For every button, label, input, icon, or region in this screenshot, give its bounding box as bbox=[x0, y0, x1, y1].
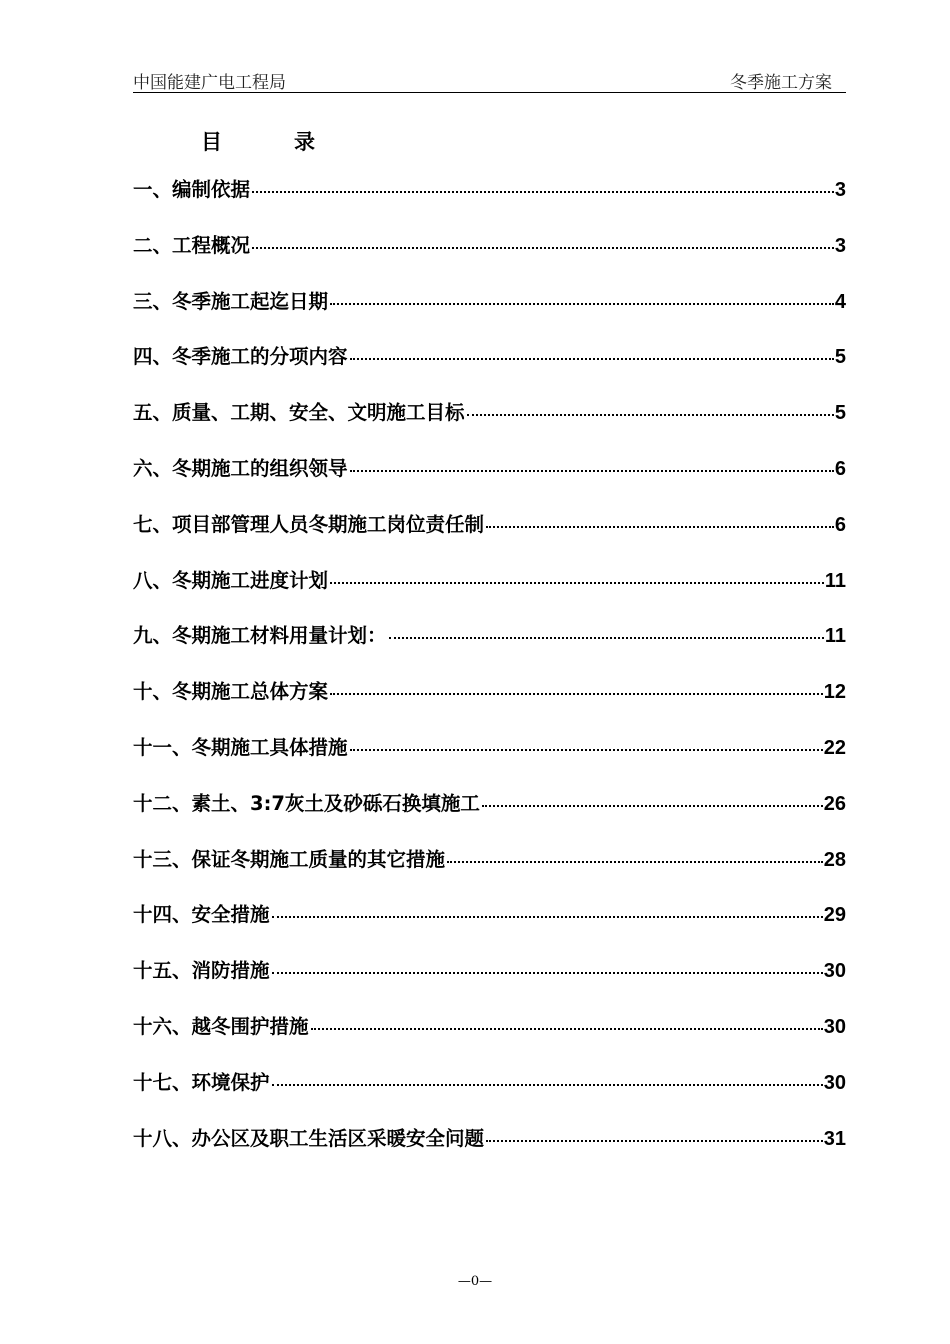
toc-entry-page: 3 bbox=[834, 234, 846, 257]
toc-leader-dots bbox=[252, 247, 834, 249]
toc-leader-dots bbox=[350, 358, 834, 360]
page-number-footer: —0— bbox=[457, 1274, 493, 1289]
toc-entry[interactable] bbox=[133, 230, 846, 286]
toc-entry-page: 4 bbox=[834, 290, 846, 313]
toc-entry-page: 30 bbox=[823, 1015, 846, 1038]
toc-entry[interactable] bbox=[133, 174, 846, 230]
toc-entry[interactable] bbox=[133, 844, 846, 900]
toc-entry-label: 十一、冬期施工具体措施 bbox=[133, 735, 348, 759]
toc-entry-label: 七、项目部管理人员冬期施工岗位责任制 bbox=[133, 512, 485, 536]
toc-leader-dots bbox=[330, 303, 834, 305]
toc-entry-page: 5 bbox=[834, 346, 846, 369]
toc-entry[interactable] bbox=[133, 341, 846, 397]
toc-entry[interactable] bbox=[133, 565, 846, 621]
header-document-title: 冬季施工方案 bbox=[730, 73, 832, 93]
toc-entry-label: 十、冬期施工总体方案 bbox=[133, 680, 329, 704]
header-organization: 中国能建广电工程局 bbox=[133, 73, 286, 93]
toc-entry[interactable] bbox=[133, 509, 846, 565]
toc-leader-dots bbox=[330, 693, 823, 695]
toc-title-char-2: 录 bbox=[294, 130, 315, 154]
toc-entry-label: 十六、越冬围护措施 bbox=[133, 1014, 309, 1038]
toc-entry[interactable] bbox=[133, 788, 846, 844]
toc-entry-label: 十三、保证冬期施工质量的其它措施 bbox=[133, 847, 446, 871]
toc-entry-page: 22 bbox=[823, 736, 846, 759]
toc-entry[interactable] bbox=[133, 676, 846, 732]
toc-title bbox=[201, 126, 315, 156]
toc-entry-page: 11 bbox=[824, 569, 846, 592]
toc-entry-label: 二、工程概况 bbox=[133, 233, 251, 257]
toc-entry-label: 九、冬期施工材料用量计划： bbox=[133, 624, 387, 648]
toc-entry-label: 一、编制依据 bbox=[133, 178, 251, 201]
toc-entry-page: 11 bbox=[824, 625, 846, 648]
toc-entry-page: 30 bbox=[823, 960, 846, 983]
page-header bbox=[133, 66, 846, 93]
toc-entry-page: 29 bbox=[823, 904, 846, 927]
toc-entry-page: 28 bbox=[823, 848, 846, 871]
toc-entry-label: 十八、办公区及职工生活区采暖安全问题 bbox=[133, 1126, 485, 1150]
toc-leader-dots bbox=[350, 470, 834, 472]
toc-entry[interactable] bbox=[133, 1067, 846, 1123]
toc-entry-label: 三、冬季施工起迄日期 bbox=[133, 289, 329, 313]
toc-leader-dots bbox=[482, 805, 823, 807]
toc-leader-dots bbox=[350, 749, 823, 751]
toc-entry-page: 3 bbox=[834, 179, 846, 201]
toc-entry-page: 6 bbox=[834, 513, 846, 536]
toc-entry[interactable] bbox=[133, 620, 846, 676]
toc-entry[interactable] bbox=[133, 955, 846, 1011]
toc-entry[interactable] bbox=[133, 286, 846, 342]
toc-entry-page: 6 bbox=[834, 457, 846, 480]
toc-entry[interactable] bbox=[133, 899, 846, 955]
toc-entry-page: 5 bbox=[834, 402, 846, 425]
toc-leader-dots bbox=[252, 191, 834, 193]
toc-leader-dots bbox=[467, 414, 834, 416]
toc-entry-page: 31 bbox=[823, 1127, 846, 1150]
toc-leader-dots bbox=[486, 526, 834, 528]
toc-entry[interactable] bbox=[133, 732, 846, 788]
toc-leader-dots bbox=[272, 916, 823, 918]
toc-entry[interactable] bbox=[133, 453, 846, 509]
toc-entry-label: 五、质量、工期、安全、文明施工目标 bbox=[133, 401, 465, 425]
toc-leader-dots bbox=[330, 582, 824, 584]
toc-entry-label: 四、冬季施工的分项内容 bbox=[133, 345, 348, 369]
toc-entry-label: 六、冬期施工的组织领导 bbox=[133, 456, 348, 480]
toc-leader-dots bbox=[272, 1084, 823, 1086]
toc-entry-label: 十四、安全措施 bbox=[133, 903, 270, 927]
toc-entry-label: 十二、素土、3:7灰土及砂砾石换填施工 bbox=[133, 791, 480, 815]
toc-entry-page: 30 bbox=[823, 1071, 846, 1094]
toc-entry-label: 十七、环境保护 bbox=[133, 1070, 270, 1094]
toc-entry[interactable] bbox=[133, 1011, 846, 1067]
toc-entry[interactable] bbox=[133, 1123, 846, 1179]
toc-entry-label: 八、冬期施工进度计划 bbox=[133, 568, 329, 592]
toc-leader-dots bbox=[311, 1028, 823, 1030]
toc-entry-page: 26 bbox=[823, 792, 846, 815]
toc-leader-dots bbox=[272, 972, 823, 974]
toc-entry-page: 12 bbox=[823, 681, 846, 704]
toc-leader-dots bbox=[389, 637, 824, 639]
toc-entry-label: 十五、消防措施 bbox=[133, 959, 270, 983]
table-of-contents bbox=[133, 174, 846, 1178]
toc-leader-dots bbox=[486, 1140, 823, 1142]
toc-title-char-1: 目 bbox=[201, 130, 222, 154]
toc-leader-dots bbox=[447, 861, 823, 863]
toc-entry[interactable] bbox=[133, 397, 846, 453]
